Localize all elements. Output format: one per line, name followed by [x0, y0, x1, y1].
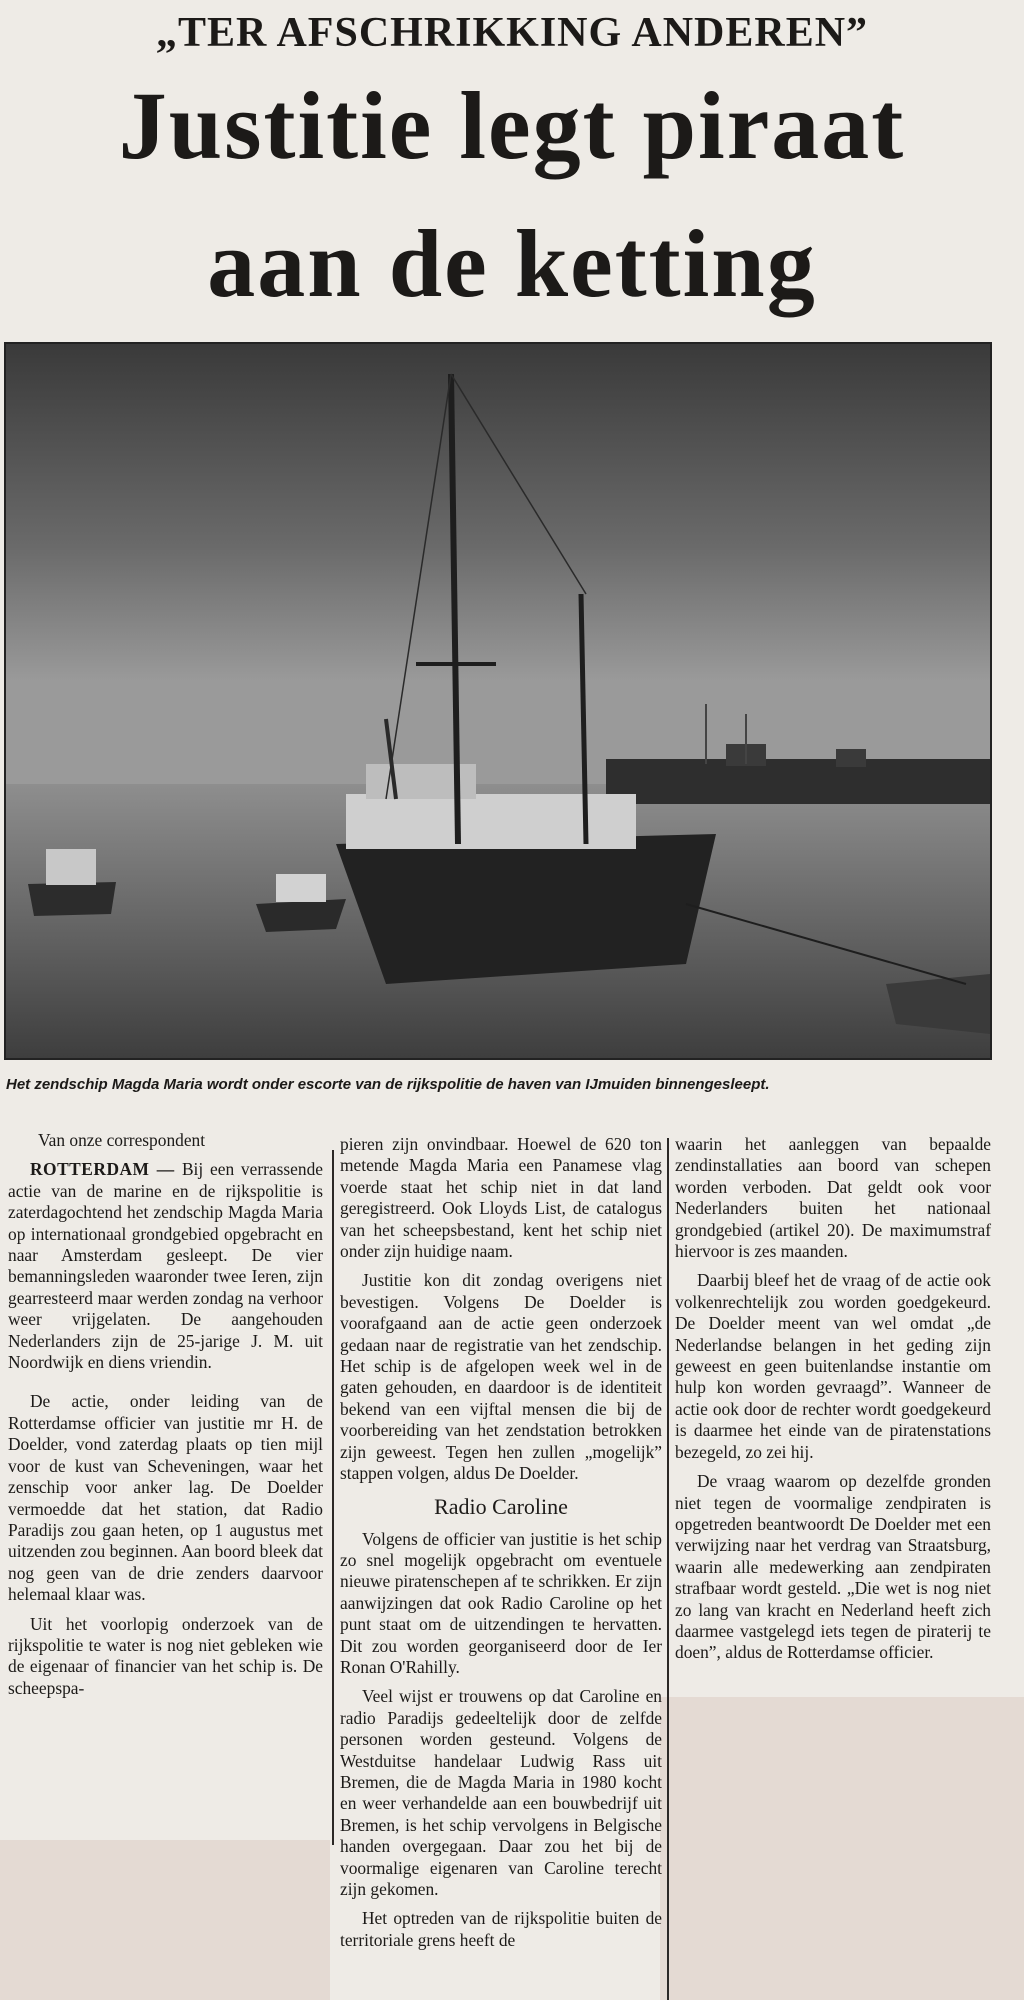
paragraph: Veel wijst er trouwens op dat Caroline en radio Paradijs gedeeltelijk door de zelfde personen worden gesteund. Volgens de Westduitse handelaar Ludwig Rass uit Bremen, die de Magda Maria in 1980 kocht en weer verhandelde aan een bouwbedrijf uit Bremen, is het schip vervolgens in Belgische handen overgegaan. Daar zou het bij de voormalige eigenaren van Caroline terecht zijn gekomen.: [340, 1686, 662, 1899]
headline-line-2: aan de ketting: [207, 210, 817, 317]
column-divider: [332, 1150, 334, 1845]
ship-photo: [4, 342, 992, 1060]
headline-line-1: Justitie legt piraat: [118, 72, 906, 179]
subheading: Radio Caroline: [434, 1493, 568, 1519]
paragraph: Daarbij bleef het de vraag of de actie ook volkenrechtelijk zou worden goedgekeurd. De Doelder meent van wel omdat „de Nederlandse belangen in het geding zijn geweest en geen buitenlandse instantie om hulp kon worden gevraagd”. Wanneer de actie ook door de rechter wordt goedgekeurd is daarmee het einde van de piratenstations bezegeld, zo zei hij.: [675, 1270, 991, 1462]
kicker-headline: „TER AFSCHRIKKING ANDEREN”: [155, 10, 869, 56]
paragraph: Justitie kon dit zondag overigens niet bevestigen. Volgens De Doelder is voorafgaand aan de actie geen onderzoek gedaan naar de registratie van het zendschip. Het schip is de afgelopen week wel in de gaten gehouden, en daardoor is de identiteit bekend van een vijftal mensen die bij de voorbereiding van het zendstation betrokken zijn geweest. Tegen hen zullen „mogelijk” stappen volgen, aldus De Doelder.: [340, 1270, 662, 1484]
article-column-3: [675, 1134, 991, 1672]
photo-caption: Het zendschip Magda Maria wordt onder escorte van de rijkspolitie de haven van IJmuiden binnengesleept.: [6, 1076, 770, 1093]
paragraph: Volgens de officier van justitie is het schip zo snel mogelijk opgebracht om eventuele nieuwe piratenschepen af te schrikken. Er zijn aanwijzingen dat ook Radio Caroline op het punt staat om de uitzendingen te hervatten. Dit zou worden georganiseerd door de Ier Ronan O'Rahilly.: [340, 1528, 662, 1677]
dateline: ROTTERDAM —: [30, 1159, 182, 1180]
paragraph: De vraag waarom op dezelfde gronden niet tegen de voormalige zendpiraten is opgetreden beantwoordt De Doelder met een verwijzing naar het verdrag van Straatsburg, waarin alle medewerking aan zendpiraten strafbaar wordt gesteld. „Die wet is nog niet zo lang van kracht en Nederland heeft zich daarmee vastgelegd iets tegen de piraterij te doen”, aldus de Rotterdamse officier.: [675, 1471, 991, 1663]
article-column-1: [8, 1130, 323, 1707]
lead-paragraph: [8, 1159, 323, 1373]
clipping-cut-edge: [0, 1840, 330, 2000]
paragraph: pieren zijn onvindbaar. Hoewel de 620 ton metende Magda Maria een Panamese vlag voerde staat het schip niet in dat land geregistreerd. Ook Lloyds List, de catalogus van het scheepsbestand, kent het schip niet onder zijn huidige naam.: [340, 1134, 662, 1262]
paragraph: Uit het voorlopig onderzoek van de rijkspolitie te water is nog niet gebleken wie de eigenaar of financier van het schip is. De scheepspa-: [8, 1613, 323, 1698]
paragraph: De actie, onder leiding van de Rotterdamse officier van justitie mr H. de Doelder, vond zaterdag plaats op tien mijl voor de kust van Scheveningen, waar het zenschip voor anker lag. De Doelder vermoedde dat het station, dat Radio Paradijs zou gaan heten, op 1 augustus met uitzenden zou beginnen. Aan boord bleek dat nog geen van de drie zenders daarvoor helemaal klaar was.: [8, 1391, 323, 1605]
paragraph: waarin het aanleggen van bepaalde zendinstallaties aan boord van schepen worden verboden. Dat geldt ook voor Nederlanders buiten het nationaal grondgebied (artikel 20). De maximumstraf hiervoor is zes maanden.: [675, 1134, 991, 1262]
paragraph: Het optreden van de rijkspolitie buiten de territoriale grens heeft de: [340, 1908, 662, 1950]
article-column-2: [340, 1134, 662, 1959]
byline: Van onze correspondent: [38, 1130, 206, 1150]
column-divider: [667, 1138, 669, 2000]
lead-text: Bij een verrassende actie van de marine en de rijkspolitie is zaterdagochtend het zendschip Magda Maria op internationaal grondgebied opgebracht en naar Amsterdam gesleept. De vier bemanningsleden waaronder twee Ieren, zijn gearresteerd maar werden zondag na verhoor weer vrijgelaten. De aangehouden Nederlanders zijn de 25-jarige J. M. uit Noordwijk en diens vriendin.: [8, 1159, 324, 1373]
